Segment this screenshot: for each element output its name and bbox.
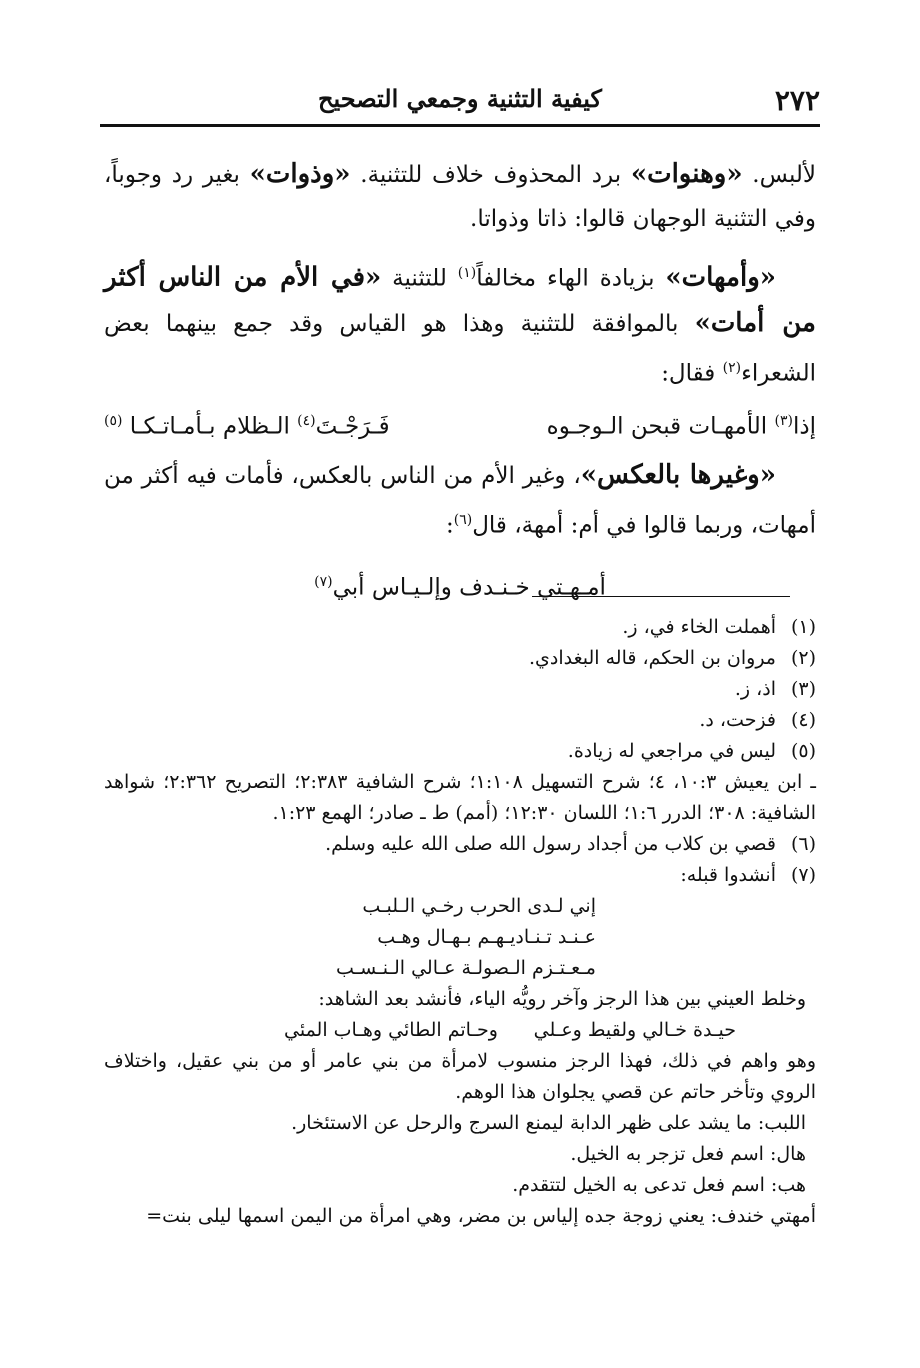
footnote-number: (٥) xyxy=(790,740,816,762)
footnote-2 xyxy=(104,643,816,674)
text-span: إذا xyxy=(792,413,816,440)
footnote-marker[interactable]: (٧) xyxy=(314,573,333,590)
footnote-number: (١) xyxy=(790,616,816,638)
header-rule xyxy=(100,124,820,127)
footnote-text: أنشدوا قبله: xyxy=(680,864,776,886)
footnote-separator xyxy=(532,596,790,597)
verse-1-second-hemistich xyxy=(104,399,390,449)
footnote-marker[interactable]: (١) xyxy=(457,265,477,281)
verse-1-first-hemistich xyxy=(547,399,816,449)
footnote-7-verse xyxy=(104,1015,816,1046)
footnote-text: ليس في مراجعي له زيادة. xyxy=(567,740,776,762)
footnote-text: قصي بن كلاب من أجداد رسول الله صلى الله عليه وسلم. xyxy=(325,833,776,855)
footnote-text: أهملت الخاء في، ز. xyxy=(622,616,776,638)
text-span: أمـهـتي خـنـدف وإلـيـاس أبي xyxy=(332,574,606,601)
poem-line-2: عـنـد تـنـاديـهـم بـهـال وهـب xyxy=(377,926,596,948)
text-span: بزيادة الهاء مخالفاً xyxy=(476,265,666,292)
definition-hab: هب: اسم فعل تدعى به الخيل لتتقدم. xyxy=(512,1174,806,1196)
running-title: كيفية التثنية وجمعي التصحيح xyxy=(318,84,602,113)
footnote-6 xyxy=(104,829,816,860)
footnote-text: اذ، ز. xyxy=(734,678,776,700)
text-span: الأمهـات قبحن الـوجـوه xyxy=(546,413,775,440)
footnote-text: فزحت، د. xyxy=(699,709,776,731)
definition-umahati: أمهتي خندف: يعني زوجة جده إلياس بن مضر، وهي امرأة من اليمن اسمها ليلى بنت= xyxy=(146,1205,816,1227)
footnote-marker[interactable]: (٥) xyxy=(104,413,123,430)
verse-hemistich: وحـاتم الطائي وهـاب المئي xyxy=(284,1019,498,1041)
text-span: : xyxy=(445,512,454,539)
footnote-text: مروان بن الحكم، قاله البغدادي. xyxy=(528,647,776,669)
verse-2 xyxy=(104,560,816,610)
verse-1 xyxy=(104,399,816,449)
bold-term: «في الأم من الناس أكثر من أمات» xyxy=(104,262,816,338)
poem-line-1: إني لـدى الحرب رخـي الـلبـب xyxy=(362,895,596,917)
footnote-marker[interactable]: (٢) xyxy=(722,359,742,376)
bold-term: «وذوات» xyxy=(249,159,351,189)
text-span: برد المحذوف خلاف للتثنية. xyxy=(350,162,631,188)
footnote-1 xyxy=(104,612,816,643)
footnote-7 xyxy=(104,860,816,891)
bold-term: «وهنوات» xyxy=(630,159,743,189)
footnote-marker[interactable]: (٣) xyxy=(774,413,793,430)
text-span: فقال: xyxy=(661,360,723,387)
footnote-4 xyxy=(104,705,816,736)
footnote-7-paragraph-1: وخلط العيني بين هذا الرجز وآخر رويُّه الياء، فأنشد بعد الشاهد: xyxy=(318,988,806,1010)
page-number: ٢٧٢ xyxy=(774,84,820,117)
footnote-number: (٣) xyxy=(790,678,816,700)
footnote-5-references: ـ ابن يعيش ١٠:٣، ٤؛ شرح التسهيل ١:١٠٨؛ شرح الشافية ٢:٣٨٣؛ التصريح ٢:٣٦٢؛ شواهد الشافية: ٣٠٨؛ الدرر ١:٦؛ اللسان ١٢:٣٠؛ (أمم) ط ـ صادر؛ الهمع ١:٢٣. xyxy=(104,771,816,824)
footnote-5 xyxy=(104,736,816,767)
footnote-marker[interactable]: (٦) xyxy=(453,511,473,528)
poem-line-3: مـعـتـزم الـصولـة عـالي الـنـسـب xyxy=(335,957,596,979)
footnote-number: (٦) xyxy=(790,833,816,855)
text-span: لألبس. xyxy=(742,162,817,188)
footnote-3 xyxy=(104,674,816,705)
text-span: بالموافقة للتثنية وهذا هو القياس وقد جمع بينهما بعض الشعراء xyxy=(104,310,816,387)
footnotes xyxy=(104,612,816,1232)
footnote-number: (٤) xyxy=(790,709,816,731)
definition-lubab: اللبب: ما يشد على ظهر الدابة ليمنع السرج والرحل عن الاستئخار. xyxy=(291,1112,806,1134)
definition-hal: هال: اسم فعل تزجر به الخيل. xyxy=(570,1143,806,1165)
paragraph-1 xyxy=(104,152,816,241)
paragraph-3 xyxy=(104,453,816,548)
main-text xyxy=(104,152,816,613)
verse-hemistich: حيـدة خـالي ولقيط وعـلي xyxy=(533,1019,736,1041)
verse-2-text xyxy=(314,560,606,610)
text-span: الـظلام بـأمـاتـكـا xyxy=(122,413,298,440)
footnote-number: (٢) xyxy=(790,647,816,669)
paragraph-2 xyxy=(104,251,816,395)
text-span: ، وغير الأم من الناس بالعكس، فأمات فيه أكثر من أمهات، وربما قالوا في أم: أمهة، قال xyxy=(104,462,816,539)
bold-term: «وغيرها بالعكس» xyxy=(580,459,776,490)
footnote-marker[interactable]: (٤) xyxy=(297,413,316,430)
text-span: بغير رد وجوباً، وفي التثنية الوجهان قالوا: ذاتا وذواتا. xyxy=(104,162,816,232)
footnote-7-paragraph-2: وهو واهم في ذلك، فهذا الرجز منسوب لامرأة من بني عامر أو من بني عقيل، واختلاف الروي وتأخر حاتم عن قصي يجلوان هذا الوهم. xyxy=(104,1050,816,1103)
text-span: فَـرَجْـتَ xyxy=(315,413,390,440)
text-span: للتثنية xyxy=(381,265,458,292)
bold-term: «وأمهات» xyxy=(665,262,776,293)
spacer xyxy=(104,241,816,251)
footnote-number: (٧) xyxy=(790,864,816,886)
page-header xyxy=(100,84,820,128)
